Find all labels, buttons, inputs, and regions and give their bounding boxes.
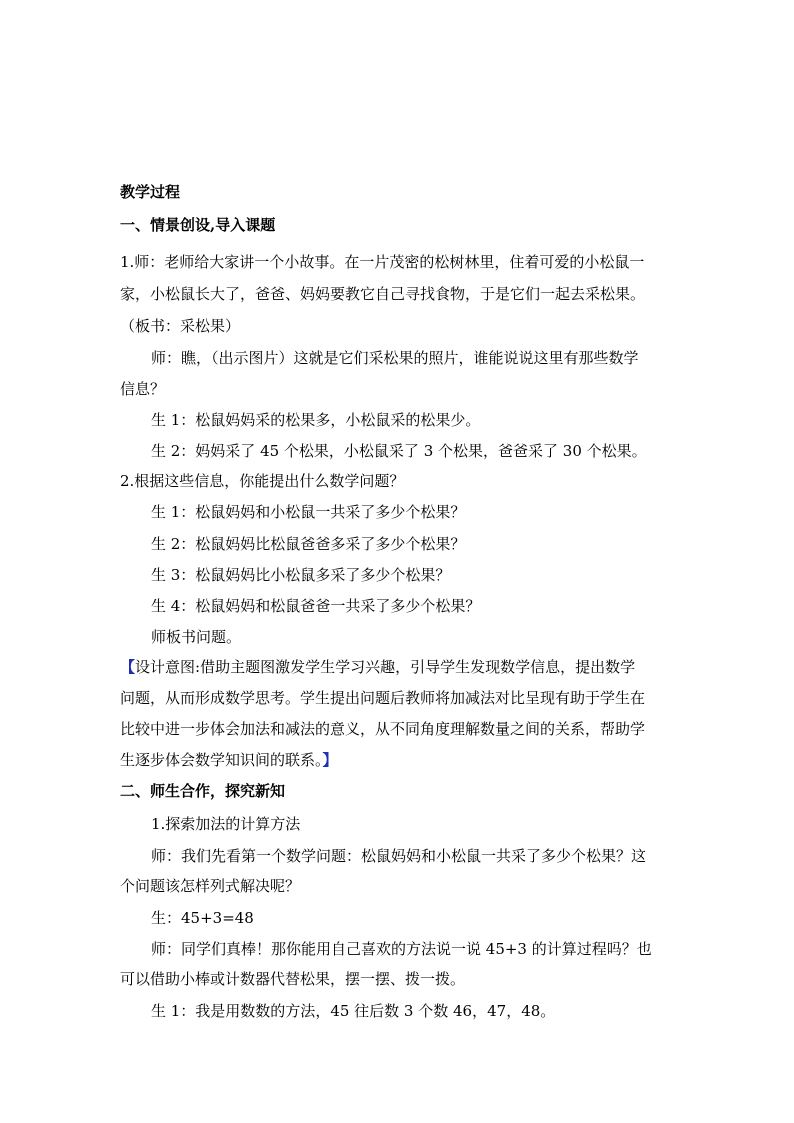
design-intent-line-3: 比较中进一步体会加法和减法的意义，从不同角度理解数量之间的关系，帮助学 xyxy=(120,720,646,738)
design-open-bracket: 【 xyxy=(120,658,136,676)
section2-subheading: 1.探索加法的计算方法 xyxy=(151,815,301,833)
teacher-question-line-1: 师：我们先看第一个数学问题：松鼠妈妈和小松鼠一共采了多少个松果？这 xyxy=(151,847,647,865)
design-intent-line-2: 问题，从而形成数学思考。学生提出问题后教师将加减法对比呈现有助于学生在 xyxy=(120,689,646,707)
design-intent-line-4 xyxy=(120,750,338,770)
question-2: 生 2：松鼠妈妈比松鼠爸爸多采了多少个松果？ xyxy=(151,535,466,553)
teacher-praise-line-2: 可以借助小棒或计数器代替松果，摆一摆、拨一拨。 xyxy=(120,970,466,988)
story-line-1: 1.师：老师给大家讲一个小故事。在一片茂密的松树林里，住着可爱的小松鼠一 xyxy=(120,253,645,271)
design-text-1: 设计意图:借助主题图激发学生学习兴趣，引导学生发现数学信息，提出数学 xyxy=(135,658,636,676)
teacher-picture-line-2: 信息？ xyxy=(120,380,166,398)
teacher-picture-line-1: 师：瞧，（出示图片）这就是它们采松果的照片，谁能说说这里有那些数学 xyxy=(151,349,639,367)
story-line-3: （板书：采松果） xyxy=(120,317,241,335)
design-intent-line-1 xyxy=(120,657,635,677)
teacher-board-note: 师板书问题。 xyxy=(151,628,242,646)
story-line-2: 家，小松鼠长大了，爸爸、妈妈要教它自己寻找食物，于是它们一起去采松果。 xyxy=(120,285,646,303)
student-2-answer: 生 2：妈妈采了 45 个松果，小松鼠采了 3 个松果，爸爸采了 30 个松果。 xyxy=(151,442,647,460)
teacher-praise-line-1: 师：同学们真棒！那你能用自己喜欢的方法说一说 45+3 的计算过程吗？也 xyxy=(151,940,652,958)
question-3: 生 3：松鼠妈妈比小松鼠多采了多少个松果？ xyxy=(151,566,451,584)
design-close-bracket: 】 xyxy=(322,751,338,769)
section1-heading: 一、情景创设,导入课题 xyxy=(120,216,276,234)
question-4: 生 4：松鼠妈妈和松鼠爸爸一共采了多少个松果？ xyxy=(151,597,481,615)
design-text-4: 生逐步体会数学知识间的联系。 xyxy=(120,751,323,769)
student-counting-answer: 生 1：我是用数数的方法，45 往后数 3 个数 46，47，48。 xyxy=(151,1002,556,1020)
student-1-answer: 生 1：松鼠妈妈采的松果多，小松鼠采的松果少。 xyxy=(151,411,481,429)
question-1: 生 1：松鼠妈妈和小松鼠一共采了多少个松果？ xyxy=(151,503,466,521)
student-equation: 生：45+3=48 xyxy=(151,909,254,927)
doc-title: 教学过程 xyxy=(120,183,181,201)
section2-heading: 二、师生合作，探究新知 xyxy=(120,782,286,800)
teacher-question-line-2: 个问题该怎样列式解决呢？ xyxy=(120,877,301,895)
question-intro: 2.根据这些信息，你能提出什么数学问题？ xyxy=(120,472,405,490)
